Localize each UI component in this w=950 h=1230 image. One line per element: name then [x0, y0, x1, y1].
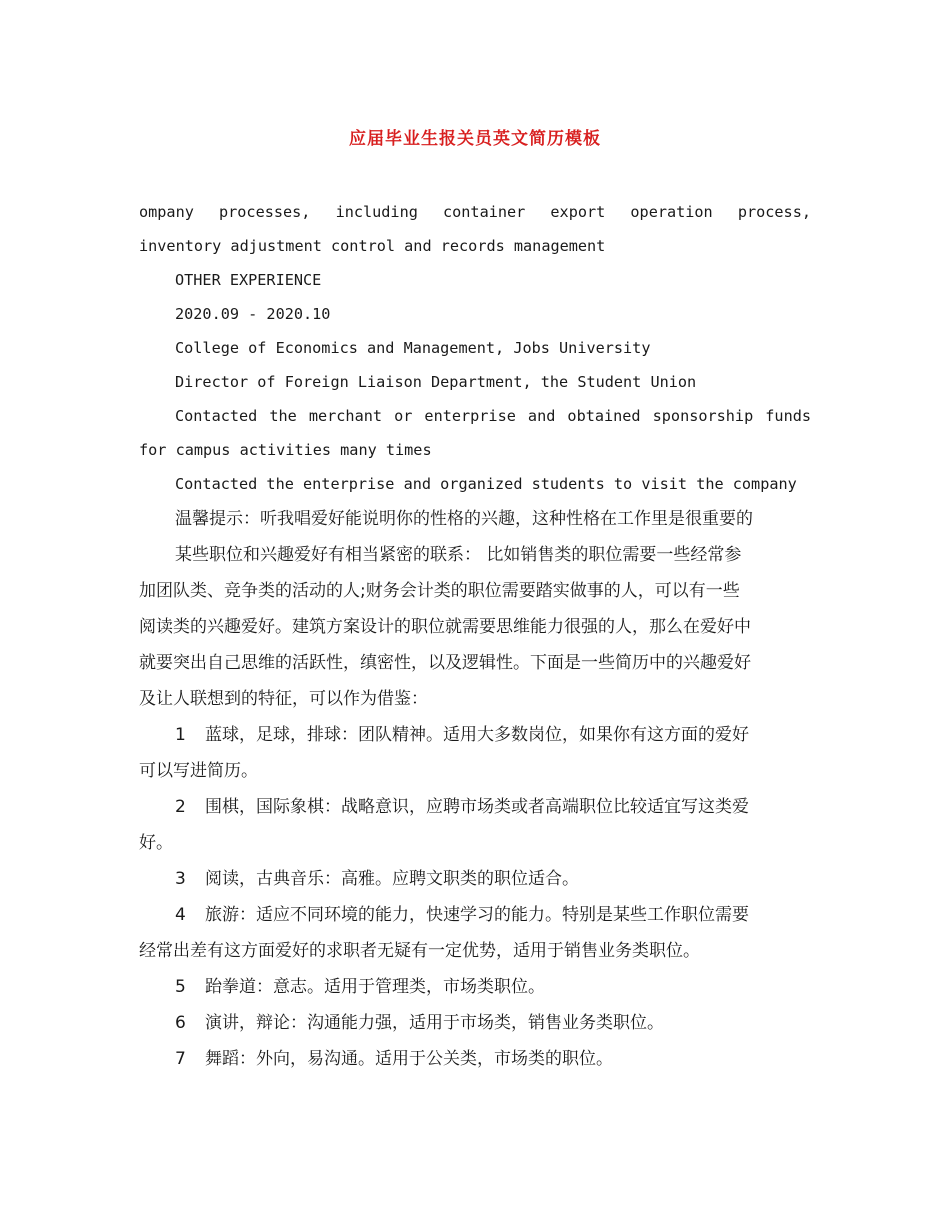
body-line: inventory adjustment control and records management: [139, 237, 606, 255]
body-line: for campus activities many times: [139, 441, 432, 459]
item-text: 旅游：适应不同环境的能力，快速学习的能力。特别是某些工作职位需要: [205, 905, 749, 925]
body-line: College of Economics and Management, Jobs University: [175, 339, 651, 357]
item-text: 蓝球，足球，排球：团队精神。适用大多数岗位，如果你有这方面的爱好: [205, 725, 749, 745]
list-item-continuation: 好。: [139, 833, 173, 853]
list-item-continuation: 经常出差有这方面爱好的求职者无疑有一定优势，适用于销售业务类职位。: [139, 941, 700, 961]
item-number: 5: [175, 977, 186, 997]
section-heading: OTHER EXPERIENCE: [175, 271, 322, 289]
list-item: [139, 789, 811, 825]
body-line: Director of Foreign Liaison Department, the Student Union: [175, 373, 697, 391]
item-text: 舞蹈：外向，易沟通。适用于公关类，市场类的职位。: [205, 1049, 613, 1069]
body-line: Contacted the merchant or enterprise and obtained sponsorship funds: [175, 407, 811, 425]
tip-line: 温馨提示：听我唱爱好能说明你的性格的兴趣，这种性格在工作里是很重要的: [175, 509, 753, 529]
tip-line: 就要突出自己思维的活跃性，缜密性，以及逻辑性。下面是一些简历中的兴趣爱好: [139, 653, 751, 673]
list-item: [139, 969, 811, 1005]
date-range: 2020.09 - 2020.10: [175, 305, 331, 323]
hobby-list: [139, 717, 811, 1077]
body-line: ompany processes, including container export operation process,: [139, 203, 811, 221]
tip-line: 及让人联想到的特征，可以作为借鉴：: [139, 689, 428, 709]
item-number: 6: [175, 1013, 186, 1033]
tip-line: 加团队类、竞争类的活动的人;财务会计类的职位需要踏实做事的人，可以有一些: [139, 581, 740, 601]
list-item: [139, 897, 811, 933]
tip-line: 阅读类的兴趣爱好。建筑方案设计的职位就需要思维能力很强的人，那么在爱好中: [139, 617, 751, 637]
page-title: 应届毕业生报关员英文简历模板: [349, 129, 601, 149]
item-number: 3: [175, 869, 186, 889]
item-text: 阅读，古典音乐：高雅。应聘文职类的职位适合。: [205, 869, 579, 889]
list-item-continuation: 可以写进简历。: [139, 761, 258, 781]
document-body: [139, 195, 811, 1077]
item-text: 围棋，国际象棋：战略意识，应聘市场类或者高端职位比较适宜写这类爱: [205, 797, 749, 817]
list-item: [139, 861, 811, 897]
item-number: 1: [175, 725, 186, 745]
item-number: 2: [175, 797, 186, 817]
list-item: [139, 717, 811, 753]
item-text: 演讲，辩论：沟通能力强，适用于市场类，销售业务类职位。: [205, 1013, 664, 1033]
tip-line: 某些职位和兴趣爱好有相当紧密的联系： 比如销售类的职位需要一些经常参: [175, 545, 742, 565]
list-item: [139, 1041, 811, 1077]
item-text: 跆拳道：意志。适用于管理类，市场类职位。: [205, 977, 545, 997]
item-number: 7: [175, 1049, 186, 1069]
item-number: 4: [175, 905, 186, 925]
body-line: Contacted the enterprise and organized students to visit the company: [175, 475, 797, 493]
list-item: [139, 1005, 811, 1041]
